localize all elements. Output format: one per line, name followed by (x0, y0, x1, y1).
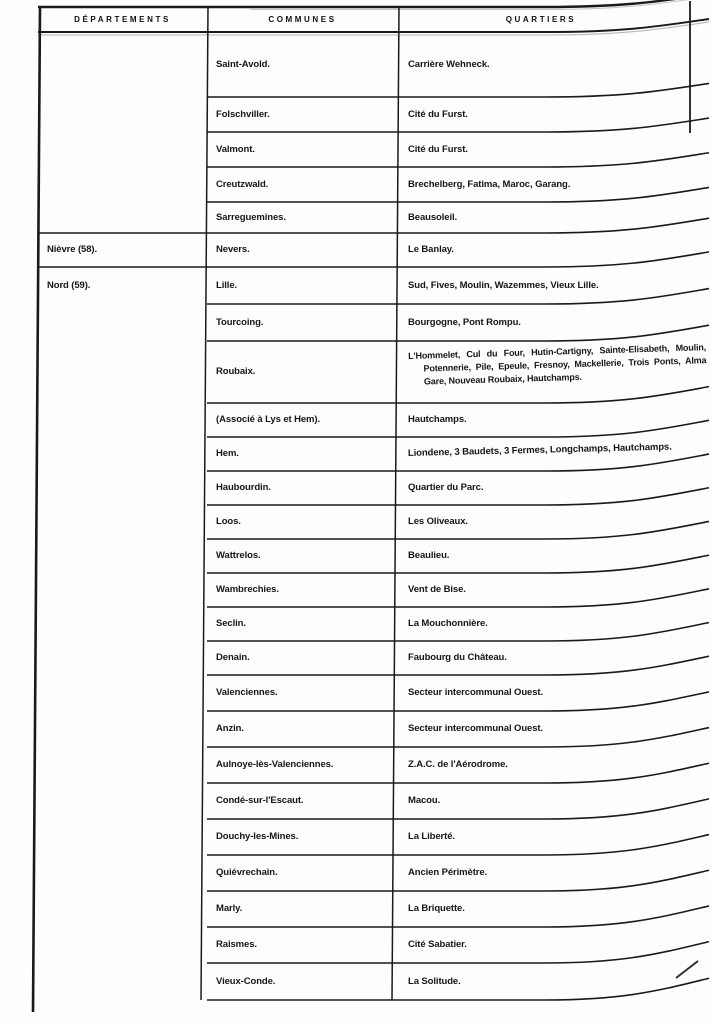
commune-cell (216, 132, 392, 167)
commune-cell (216, 267, 392, 304)
commune-cell (216, 437, 392, 471)
quartiers-label: Beausoleil. (408, 211, 458, 223)
quartiers-cell (408, 233, 706, 267)
quartiers-cell (408, 505, 706, 539)
table-row (0, 819, 711, 855)
quartiers-label: La Solitude. (408, 975, 461, 987)
quartiers-cell (408, 403, 706, 437)
quartiers-cell (408, 132, 706, 167)
departement-label: Nièvre (58). (47, 244, 98, 255)
column-header-communes: COMMUNES (268, 15, 337, 24)
commune-cell (216, 403, 392, 437)
quartiers-cell (408, 471, 706, 505)
table-row (0, 641, 711, 675)
quartiers-cell (408, 747, 706, 783)
quartiers-cell (408, 573, 706, 607)
commune-label: Creutzwald. (216, 178, 269, 190)
commune-label: Loos. (216, 516, 241, 527)
quartiers-cell (408, 607, 706, 641)
commune-label: Sarreguemines. (216, 211, 286, 223)
commune-label: Tourcoing. (216, 316, 264, 328)
table-row (0, 607, 711, 641)
commune-cell (216, 927, 392, 963)
commune-label: Nevers. (216, 244, 250, 255)
departement-cell (47, 267, 202, 304)
commune-label: Folschviller. (216, 108, 270, 120)
quartiers-cell (408, 641, 706, 675)
table-row (0, 927, 711, 963)
table-row (0, 539, 711, 573)
commune-cell (216, 855, 392, 891)
quartiers-label: Z.A.C. de l'Aérodrome. (408, 759, 508, 770)
quartiers-label: Bourgogne, Pont Rompu. (408, 316, 521, 328)
commune-cell (216, 505, 392, 539)
quartiers-cell (408, 202, 706, 233)
table-row (0, 233, 711, 267)
commune-label: Vieux-Conde. (216, 975, 276, 987)
commune-cell (216, 341, 392, 403)
commune-label: Valenciennes. (216, 687, 278, 698)
quartiers-cell (408, 539, 706, 573)
quartiers-cell (408, 341, 706, 403)
commune-cell (216, 573, 392, 607)
quartiers-label: Hautchamps. (408, 414, 467, 425)
column-header-quartiers: QUARTIERS (505, 15, 577, 24)
commune-cell (216, 539, 392, 573)
commune-label: Saint-Avold. (216, 58, 270, 70)
commune-label: Denain. (216, 652, 250, 663)
commune-label: Hem. (216, 448, 239, 459)
quartiers-label: Quartier du Parc. (408, 482, 484, 493)
commune-label: Quiévrechain. (216, 867, 278, 878)
table-row (0, 304, 711, 341)
commune-label: Wattrelos. (216, 550, 261, 561)
quartiers-label: Cité du Furst. (408, 108, 468, 120)
commune-cell (216, 471, 392, 505)
commune-label: Anzin. (216, 723, 244, 734)
commune-label: Valmont. (216, 143, 255, 155)
commune-label: Condé-sur-l'Escaut. (216, 795, 304, 806)
commune-cell (216, 233, 392, 267)
quartiers-label: Faubourg du Château. (408, 652, 507, 663)
quartiers-label: Macou. (408, 795, 441, 806)
column-header-departements: DÉPARTEMENTS (74, 15, 171, 24)
commune-label: Aulnoye-lès-Valenciennes. (216, 759, 334, 770)
table-row (0, 341, 711, 403)
table-row (0, 437, 711, 471)
quartiers-cell (408, 437, 706, 471)
quartiers-label: Vent de Bise. (408, 584, 466, 595)
quartiers-cell (408, 927, 706, 963)
commune-cell (216, 607, 392, 641)
quartiers-label: Secteur intercommunal Ouest. (408, 687, 543, 698)
commune-cell (216, 675, 392, 711)
table-row (0, 97, 711, 132)
commune-label: Marly. (216, 903, 243, 914)
table-row (0, 471, 711, 505)
table-row (0, 505, 711, 539)
commune-cell (216, 202, 392, 233)
quartiers-label: La Briquette. (408, 903, 465, 914)
table-row (0, 202, 711, 233)
table-row (0, 891, 711, 927)
quartiers-label: Sud, Fives, Moulin, Wazemmes, Vieux Lille. (408, 279, 599, 291)
table-row (0, 675, 711, 711)
quartiers-cell (408, 675, 706, 711)
commune-cell (216, 963, 392, 1000)
commune-cell (216, 32, 392, 97)
table-row (0, 403, 711, 437)
quartiers-label: Cité du Furst. (408, 143, 468, 155)
commune-label: Lille. (216, 279, 238, 291)
quartiers-cell (408, 267, 706, 304)
table-row (0, 167, 711, 202)
commune-cell (216, 819, 392, 855)
quartiers-cell (408, 783, 706, 819)
departement-label: Nord (59). (47, 279, 91, 291)
quartiers-cell (408, 97, 706, 132)
quartiers-label: Le Banlay. (408, 244, 454, 255)
quartiers-label: L'Hommelet, Cul du Four, Hutin-Cartigny, Sainte-Elisabeth, Moulin, Potennerie, Pile, Epeule, Fresnoy, Mackellerie, Trois Ponts, Alma Gare, Nouveau Roubaix, Hautchamps. (408, 342, 707, 387)
quartiers-cell (408, 855, 706, 891)
quartiers-label: Les Oliveaux. (408, 516, 468, 527)
table-row (0, 573, 711, 607)
commune-label: (Associé à Lys et Hem). (216, 414, 321, 425)
commune-cell (216, 641, 392, 675)
table-row (0, 783, 711, 819)
table-row (0, 963, 711, 1000)
quartiers-label: Brechelberg, Fatima, Maroc, Garang. (408, 178, 571, 190)
commune-label: Roubaix. (216, 366, 256, 377)
quartiers-label: Beaulieu. (408, 550, 450, 561)
quartiers-label: La Liberté. (408, 831, 455, 842)
commune-cell (216, 891, 392, 927)
table-row (0, 132, 711, 167)
quartiers-label: Carrière Wehneck. (408, 58, 490, 70)
quartiers-cell (408, 32, 706, 97)
quartiers-cell (408, 891, 706, 927)
quartiers-label: Liondene, 3 Baudets, 3 Fermes, Longchamps, Hautchamps. (407, 441, 672, 459)
commune-cell (216, 304, 392, 341)
commune-label: Douchy-les-Mines. (216, 831, 299, 842)
commune-label: Haubourdin. (216, 482, 271, 493)
quartiers-cell (408, 711, 706, 747)
table-row (0, 855, 711, 891)
commune-label: Raismes. (216, 939, 257, 950)
commune-label: Seclin. (216, 618, 246, 629)
commune-label: Wambrechies. (216, 584, 279, 595)
quartiers-cell (408, 167, 706, 202)
table-row (0, 32, 711, 97)
commune-cell (216, 783, 392, 819)
quartiers-label: Ancien Périmètre. (408, 867, 488, 878)
quartiers-label: Cité Sabatier. (408, 939, 467, 950)
table-row (0, 747, 711, 783)
table-row (0, 267, 711, 304)
table-row (0, 711, 711, 747)
commune-cell (216, 747, 392, 783)
quartiers-cell (408, 819, 706, 855)
commune-cell (216, 167, 392, 202)
commune-cell (216, 711, 392, 747)
departement-cell (47, 233, 202, 267)
commune-cell (216, 97, 392, 132)
quartiers-label: La Mouchonnière. (408, 618, 488, 629)
quartiers-cell (408, 304, 706, 341)
quartiers-cell (408, 963, 706, 1000)
quartiers-label: Secteur intercommunal Ouest. (408, 723, 543, 734)
